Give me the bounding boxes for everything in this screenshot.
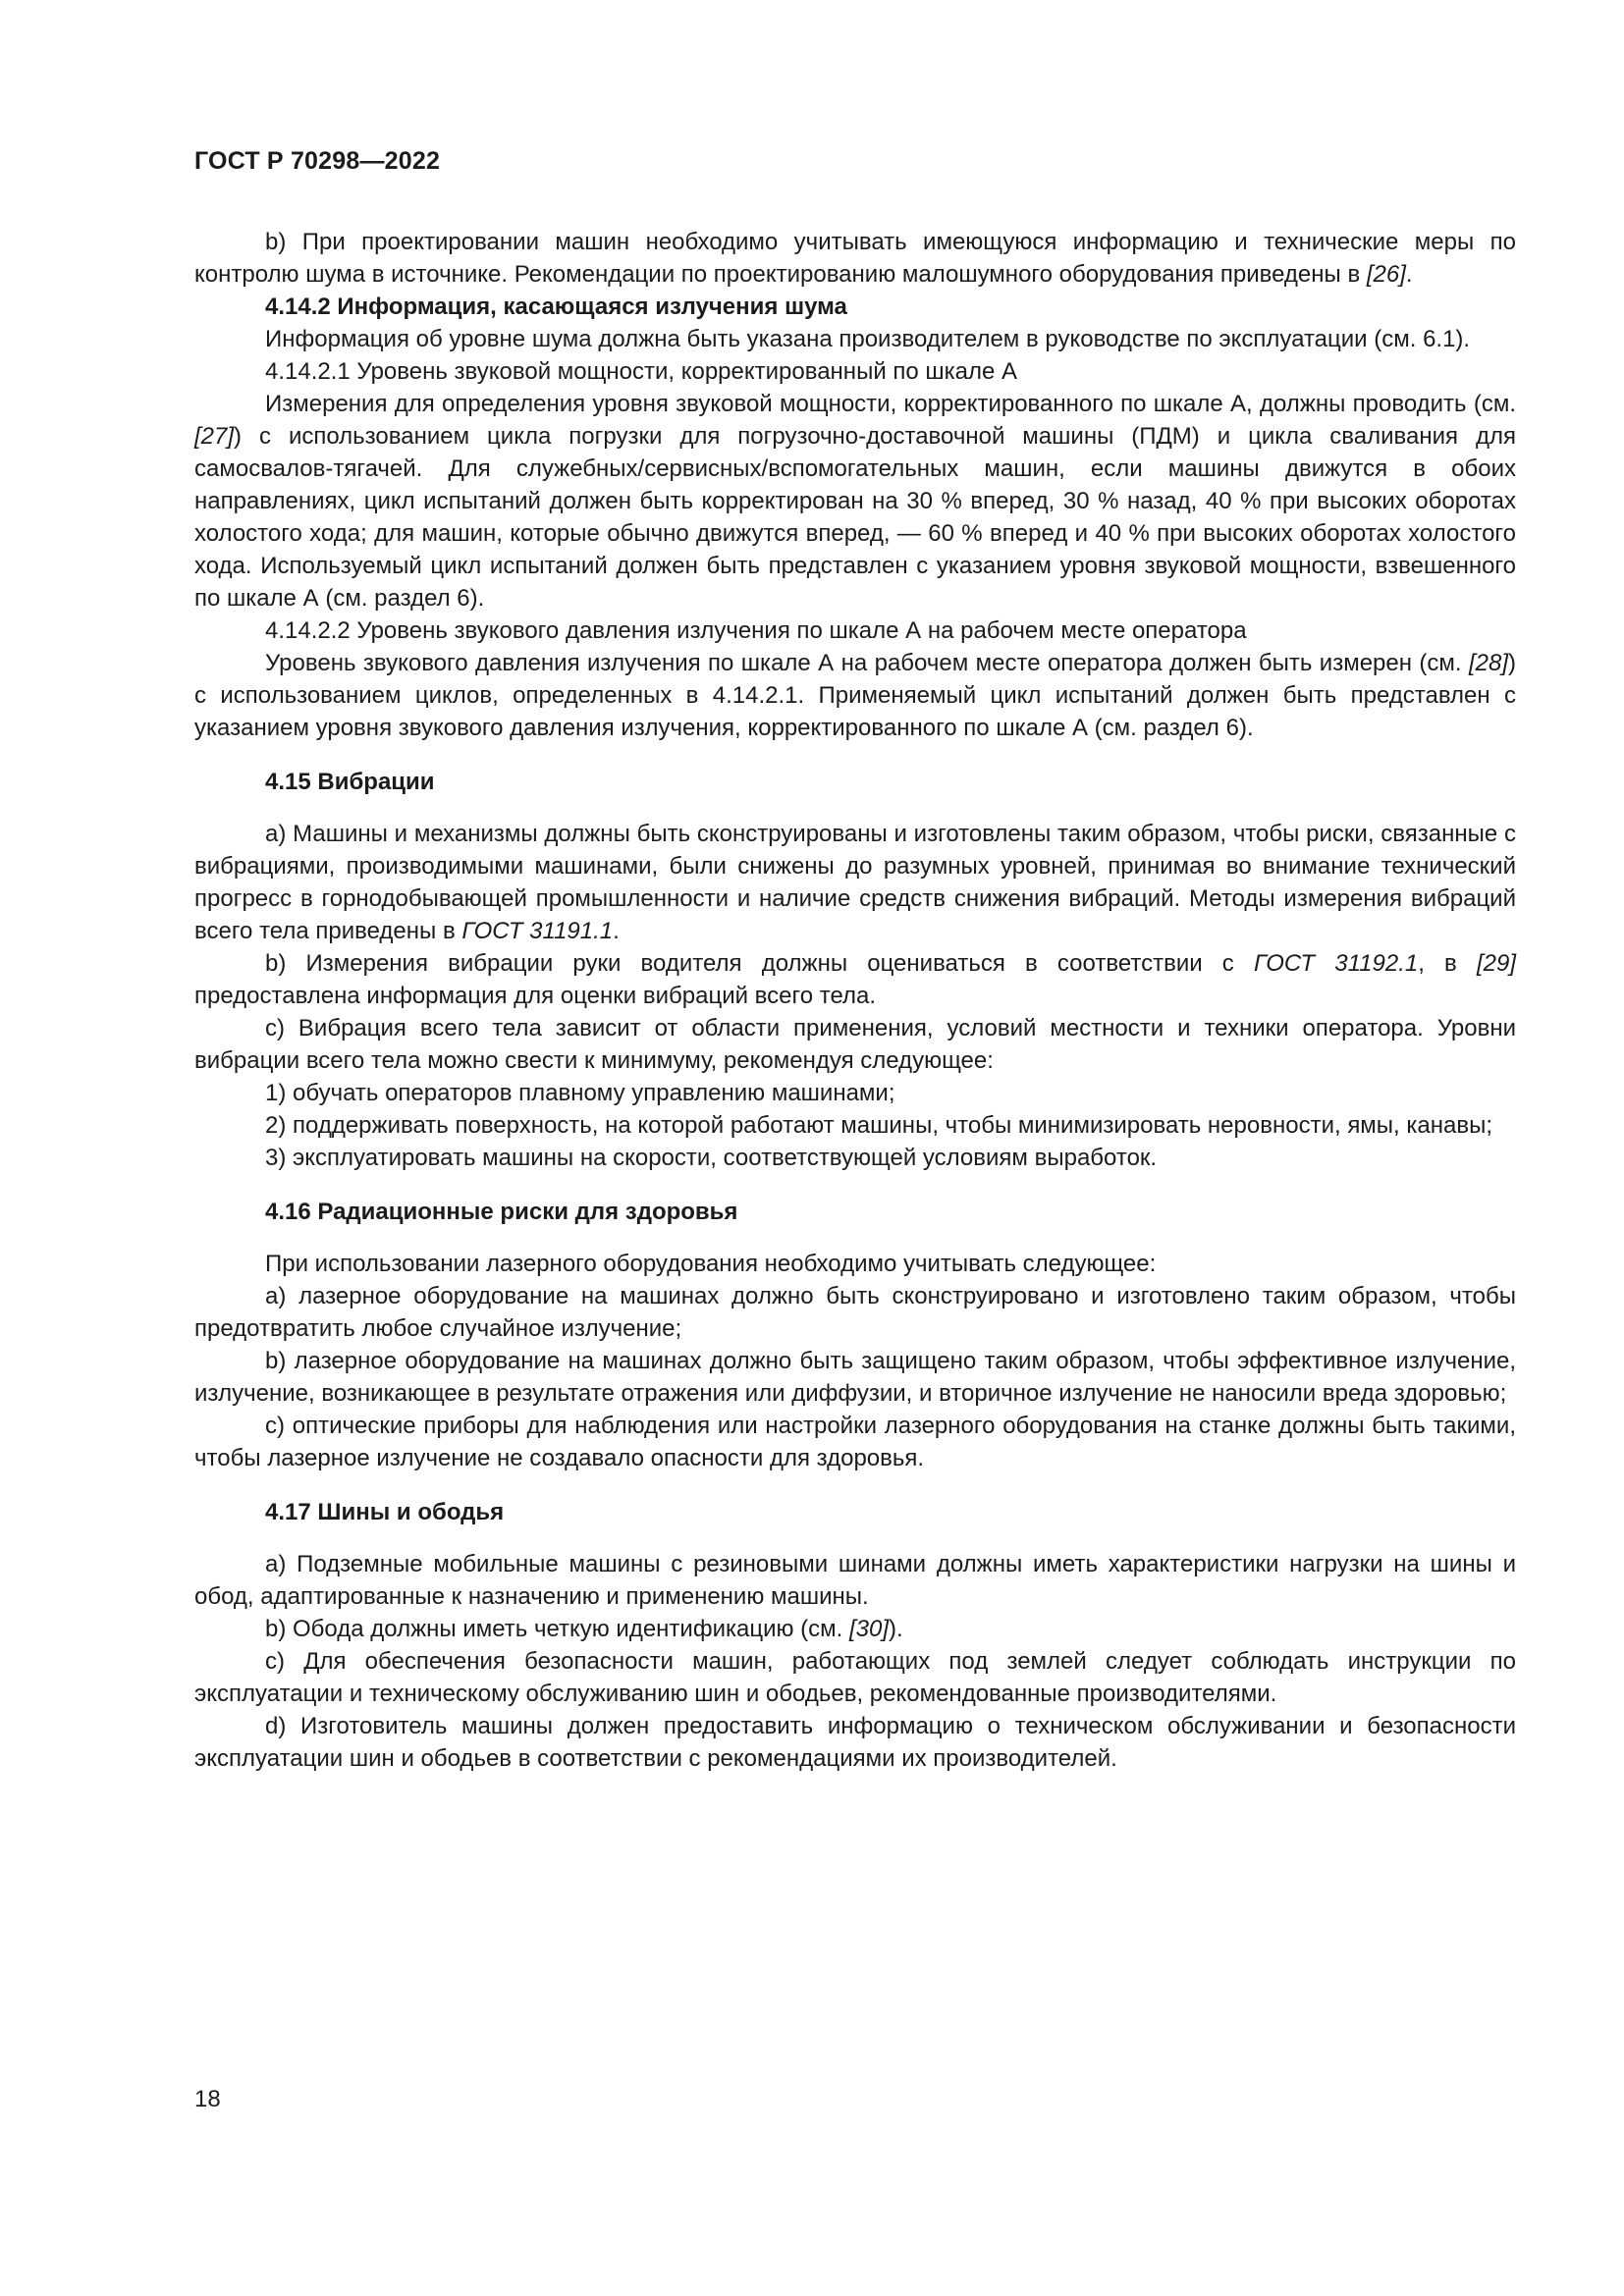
paragraph-4-17-a: а) Подземные мобильные машины с резиновыми шинами должны иметь характеристики нагрузки на шины и обод, адаптированные к назначению и применению машины. (194, 1551, 1516, 1610)
document-body (194, 226, 1516, 1775)
reference-gost-31191-1: ГОСТ 31191.1 (461, 918, 614, 944)
subheading-4-14-2-1: 4.14.2.1 Уровень звуковой мощности, корректированный по шкале А (265, 358, 1018, 385)
paragraph-4-17-b: b) Обода должны иметь четкую идентификацию (см. [30]). (265, 1616, 903, 1642)
paragraph-4-16-intro: При использовании лазерного оборудования необходимо учитывать следующее: (265, 1251, 1157, 1277)
paragraph-4-14-2-2: Уровень звукового давления излучения по шкале А на рабочем месте оператора должен быть измерен (см. [28]) с использованием циклов, определенных в 4.14.2.1. Применяемый цикл испытаний должен быть представлен с указанием уровня звукового давления излучения, корректированного по шкале А (см. раздел 6). (194, 650, 1516, 741)
paragraph-4-15-a: а) Машины и механизмы должны быть сконструированы и изготовлены таким образом, чтобы риски, связанные с вибрациями, производимыми машинами, были снижены до разумных уровней, принимая во внимание технический прогресс в горнодобывающей промышленности и наличие средств снижения вибраций. Методы измерения вибраций всего тела приведены в ГОСТ 31191.1. (194, 821, 1516, 944)
reference-28: [28] (1468, 650, 1508, 676)
reference-gost-31192-1: ГОСТ 31192.1 (1253, 950, 1419, 977)
reference-27: [27] (194, 423, 235, 450)
heading-4-17: 4.17 Шины и ободья (265, 1499, 505, 1525)
paragraph-4-17-d: d) Изготовитель машины должен предоставить информацию о техническом обслуживании и безопасности эксплуатации шин и ободьев в соответствии с рекомендациями их производителей. (194, 1713, 1516, 1772)
subheading-4-14-2-2: 4.14.2.2 Уровень звукового давления излучения по шкале А на рабочем месте оператора (265, 617, 1247, 644)
paragraph-4-14-2-1: Измерения для определения уровня звуковой мощности, корректированного по шкале А, должны проводить (см. [27]) с использованием цикла погрузки для погрузочно-доставочной машины (ПДМ) и цикла сваливания для самосвалов-тягачей. Для служебных/сервисных/вспомогательных машин, если машины движутся в обоих направлениях, цикл испытаний должен быть корректирован на 30 % вперед, 30 % назад, 40 % при высоких оборотах холостого хода; для машин, которые обычно движутся вперед, — 60 % вперед и 40 % при высоких оборотах холостого хода. Используемый цикл испытаний должен быть представлен с указанием уровня звуковой мощности, взвешенного по шкале А (см. раздел 6). (194, 391, 1516, 612)
list-item: b) лазерное оборудование на машинах должно быть защищено таким образом, чтобы эффективное излучение, излучение, возникающее в результате отражения или диффузии, и вторичное излучение не наносили вреда здоровью; (194, 1348, 1516, 1407)
heading-4-15: 4.15 Вибрации (265, 769, 435, 795)
paragraph-4-15-c: с) Вибрация всего тела зависит от области применения, условий местности и техники оператора. Уровни вибрации всего тела можно свести к минимуму, рекомендуя следующее: (194, 1015, 1516, 1074)
list-item: 3) эксплуатировать машины на скорости, соответствующей условиям выработок. (265, 1145, 1158, 1171)
list-item: 1) обучать операторов плавному управлению машинами; (265, 1080, 895, 1106)
heading-4-16: 4.16 Радиационные риски для здоровья (265, 1199, 738, 1225)
paragraph-4-14-1-b: b) При проектировании машин необходимо учитывать имеющуюся информацию и технические меры по контролю шума в источнике. Рекомендации по проектированию малошумного оборудования приведены в [26]. (194, 229, 1516, 288)
paragraph-4-15-b: b) Измерения вибрации руки водителя должны оцениваться в соответствии с ГОСТ 31192.1, в [29] предоставлена информация для оценки вибраций всего тела. (194, 950, 1516, 1009)
list-item: с) оптические приборы для наблюдения или настройки лазерного оборудования на станке должны быть такими, чтобы лазерное излучение не создавало опасности для здоровья. (194, 1413, 1516, 1471)
reference-29: [29] (1476, 950, 1516, 977)
paragraph-4-14-2: Информация об уровне шума должна быть указана производителем в руководстве по эксплуатации (см. 6.1). (265, 326, 1471, 352)
heading-4-14-2: 4.14.2 Информация, касающаяся излучения шума (265, 294, 847, 320)
paragraph-4-17-c: с) Для обеспечения безопасности машин, работающих под землей следует соблюдать инструкции по эксплуатации и техническому обслуживанию шин и ободьев, рекомендованные производителями. (194, 1648, 1516, 1707)
page-number: 18 (194, 2086, 221, 2112)
document-code-header: ГОСТ Р 70298—2022 (194, 147, 441, 175)
list-item: 2) поддерживать поверхность, на которой работают машины, чтобы минимизировать неровности, ямы, канавы; (265, 1112, 1493, 1139)
list-item: а) лазерное оборудование на машинах должно быть сконструировано и изготовлено таким образом, чтобы предотвратить любое случайное излучение; (194, 1283, 1516, 1342)
reference-30: [30] (849, 1616, 890, 1642)
reference-26: [26] (1366, 261, 1406, 288)
